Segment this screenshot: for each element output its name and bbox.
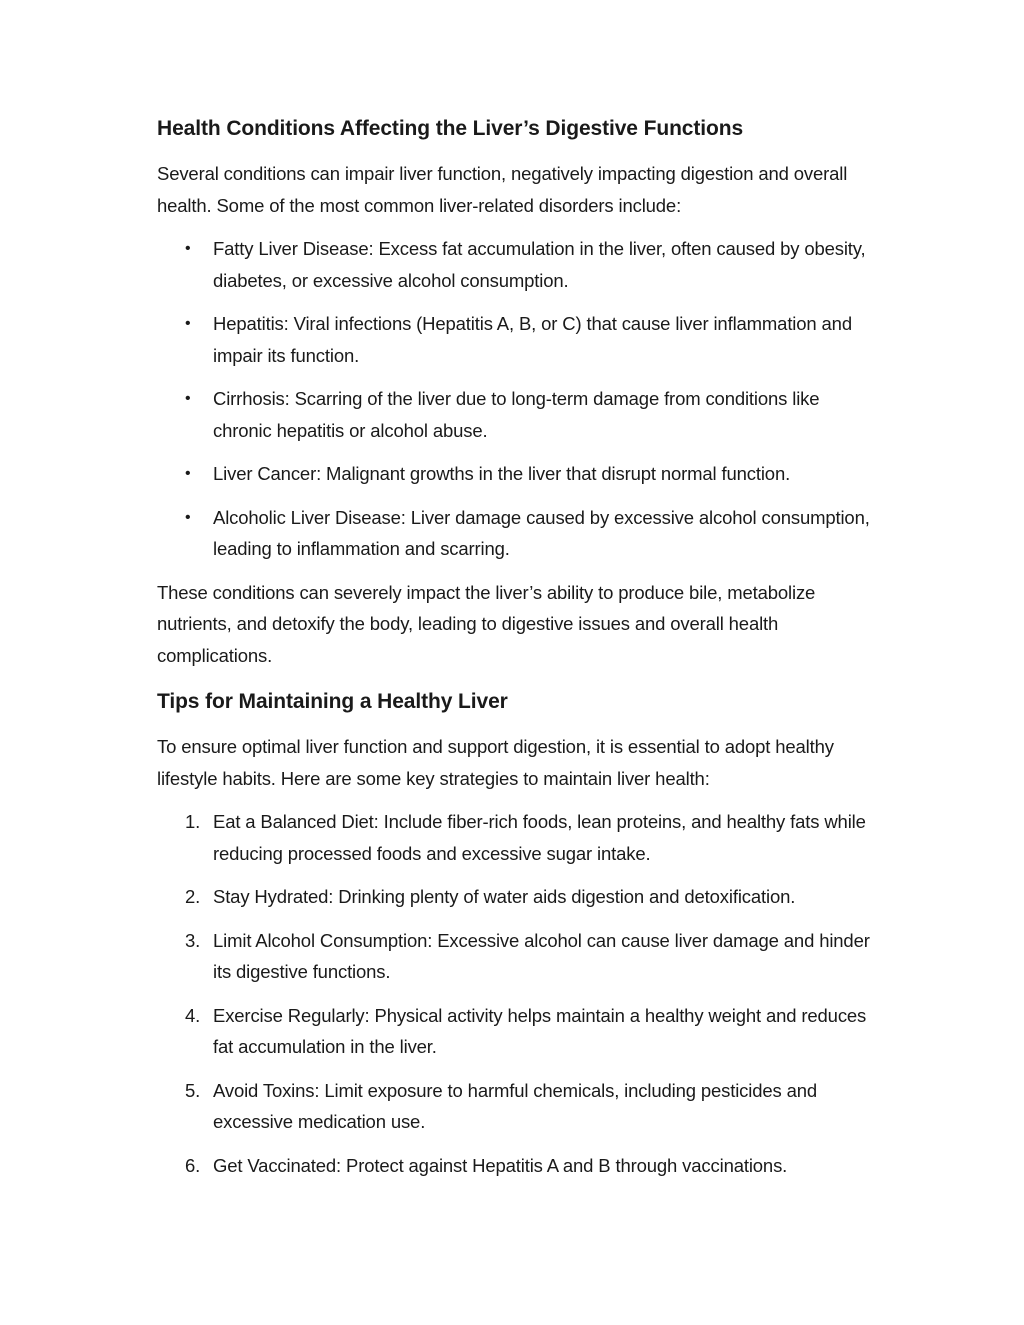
list-item [157, 806, 877, 869]
list-item-text: Stay Hydrated: Drinking plenty of water aids digestion and detoxification. [213, 886, 796, 907]
list-number: 4. [185, 1004, 201, 1026]
list-item [157, 1075, 877, 1138]
list-item-text: Get Vaccinated: Protect against Hepatitis A and B through vaccinations. [213, 1154, 788, 1176]
list-item-text: Eat a Balanced Diet: Include fiber-rich foods, lean proteins, and healthy fats while reducing processed foods and excessive sugar intake. [213, 811, 866, 864]
list-number: 6. [185, 1154, 201, 1176]
list-item: • Alcoholic Liver Disease: Liver damage caused by excessive alcohol consumption, leading to inflammation and scarring. [157, 502, 877, 565]
list-item: • Fatty Liver Disease: Excess fat accumulation in the liver, often caused by obesity, diabetes, or excessive alcohol consumption. [157, 233, 877, 296]
list-number: 1. [185, 811, 201, 832]
section-heading-health-conditions: Health Conditions Affecting the Liver’s Digestive Functions [157, 117, 744, 140]
list-item [157, 1000, 877, 1063]
section-intro-paragraph: To ensure optimal liver function and support digestion, it is essential to adopt healthy lifestyle habits. Here are some key strategies to maintain liver health: [157, 736, 834, 789]
list-item [157, 1150, 877, 1182]
list-item: • Hepatitis: Viral infections (Hepatitis A, B, or C) that cause liver inflammation and impair its function. [157, 308, 877, 371]
list-item-text: Avoid Toxins: Limit exposure to harmful chemicals, including pesticides and excessive medication use. [213, 1079, 818, 1132]
section-intro-paragraph: Several conditions can impair liver function, negatively impacting digestion and overall health. Some of the most common liver-related disorders include: [157, 163, 848, 216]
conditions-bullet-list [157, 233, 877, 565]
tips-numbered-list [157, 806, 877, 1181]
list-item [157, 925, 877, 988]
list-item-text: Exercise Regularly: Physical activity helps maintain a healthy weight and reduces fat accumulation in the liver. [213, 1004, 867, 1057]
list-number: 2. [185, 886, 201, 907]
list-item [157, 881, 877, 913]
document-page [157, 112, 877, 1193]
list-item-text: Limit Alcohol Consumption: Excessive alcohol can cause liver damage and hinder its digestive functions. [213, 929, 870, 982]
list-number: 3. [185, 929, 201, 951]
list-item: • Cirrhosis: Scarring of the liver due to long-term damage from conditions like chronic hepatitis or alcohol abuse. [157, 383, 877, 446]
section-closing-paragraph: These conditions can severely impact the liver’s ability to produce bile, metabolize nutrients, and detoxify the body, leading to digestive issues and overall health complications. [157, 581, 816, 666]
list-number: 5. [185, 1079, 201, 1101]
section-heading-tips: Tips for Maintaining a Healthy Liver [157, 690, 508, 713]
list-item: • Liver Cancer: Malignant growths in the liver that disrupt normal function. [157, 458, 877, 490]
